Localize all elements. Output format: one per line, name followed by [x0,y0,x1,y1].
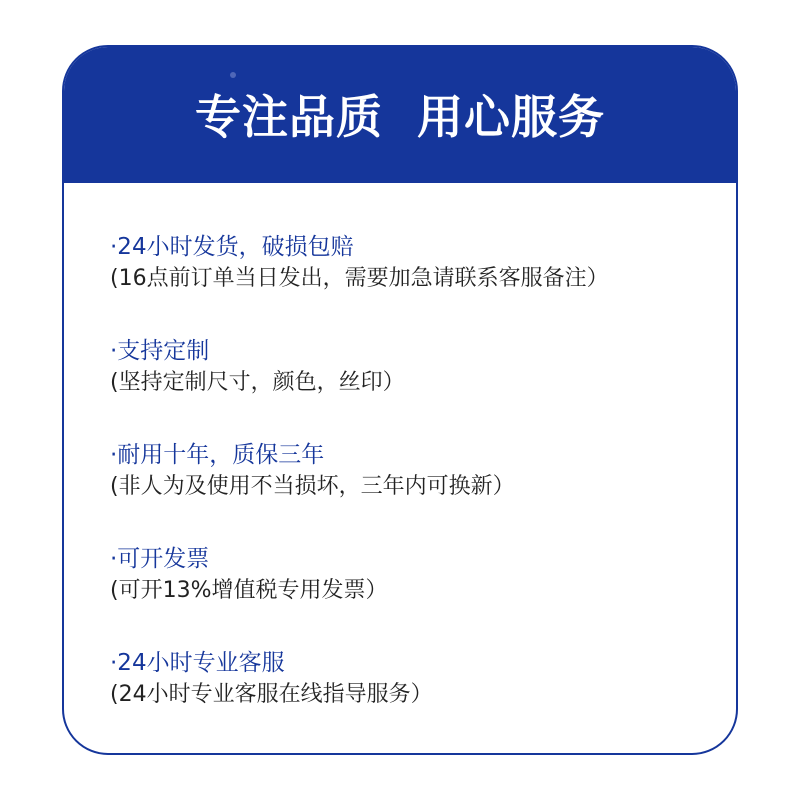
list-item [110,232,720,294]
item-description: (24小时专业客服在线指导服务） [110,682,433,707]
item-title: ·支持定制 [110,338,210,364]
item-description: (坚持定制尺寸，颜色，丝印） [110,370,405,395]
item-description: (非人为及使用不当损坏，三年内可换新） [110,474,515,499]
header-banner [64,47,736,183]
list-item [110,648,720,710]
service-card [62,45,738,755]
decorative-dot [230,72,236,78]
item-description: (16点前订单当日发出，需要加急请联系客服备注） [110,266,609,291]
item-title: ·可开发票 [110,546,210,572]
item-description: (可开13%增值税专用发票） [110,578,388,603]
page-title: 专注品质 用心服务 [194,90,606,144]
list-item [110,544,720,606]
item-title: ·耐用十年，质保三年 [110,442,325,468]
item-title: ·24小时专业客服 [110,650,285,676]
list-item [110,336,720,398]
list-item [110,440,720,502]
item-title: ·24小时发货，破损包赔 [110,234,354,260]
